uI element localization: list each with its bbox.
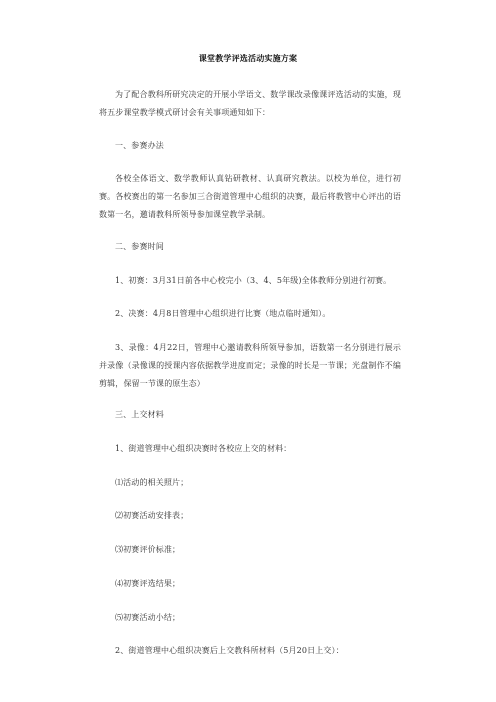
materials-subitem-3: ⑶初赛评价标准； bbox=[115, 545, 181, 554]
participation-paragraph: 各校全体语文、数学教师认真钻研教材、认真研究教法。以校为单位，进行初赛。各校赛出的第一名参加三合街道管理中心组织的决赛，最后将教管中心评出的语数第一名，邀请教科所领导参加课堂教学录制。 bbox=[99, 174, 401, 219]
intro-paragraph: 为了配合教科所研究决定的开展小学语文、数学课改录像课评选活动的实施，现将五步课堂教学模式研讨会有关事项通知如下： bbox=[99, 90, 401, 117]
materials-subitem-5: ⑸初赛活动小结； bbox=[115, 613, 181, 622]
time-item-preliminary: 1、初赛：3月31日前各中心校完小（3、4、5年级)全体教师分别进行初赛。 bbox=[115, 276, 392, 285]
materials-subitem-2: ⑵初赛活动安排表； bbox=[115, 511, 189, 520]
materials-item-1: 1、街道管理中心组织决赛时各校应上交的材料： bbox=[115, 444, 292, 453]
time-item-final: 2、决赛：4月8日管理中心组织进行比赛（地点临时通知）。 bbox=[115, 309, 331, 318]
section-heading-time: 二、参赛时间 bbox=[115, 242, 164, 251]
section-heading-participation: 一、参赛办法 bbox=[115, 141, 164, 150]
materials-subitem-4: ⑷初赛评选结果； bbox=[115, 579, 181, 588]
materials-item-2: 2、街道管理中心组织决赛后上交教科所材料（5月20日上交）： bbox=[115, 646, 344, 655]
document-title: 课堂教学评选活动实施方案 bbox=[198, 53, 298, 63]
time-item-recording: 3、录像：4月22日，管理中心邀请教科所领导参加，语数第一名分别进行展示并录像（录像课的授课内容依据教学进度而定；录像的时长是一节课；光盘制作不编剪辑，保留一节课的原生态） bbox=[99, 343, 401, 388]
section-heading-materials: 三、上交材料 bbox=[115, 410, 164, 419]
materials-subitem-1: ⑴活动的相关照片； bbox=[115, 478, 189, 487]
